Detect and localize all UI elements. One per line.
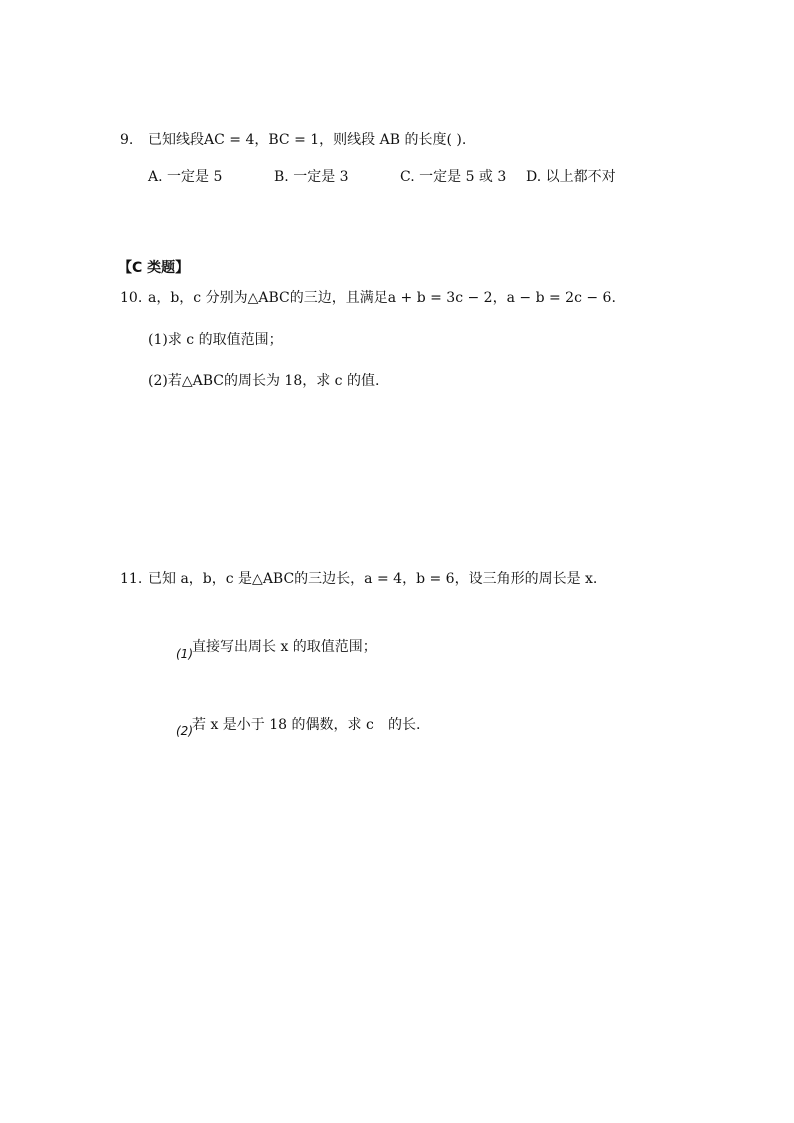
q9-option-a-label: A. (148, 169, 163, 185)
q9-option-c (400, 166, 506, 186)
q11-part2-label: (2) (176, 724, 193, 738)
section-c-heading: 【C 类题】 (118, 260, 190, 276)
q11-part1-text: 直接写出周长 x 的取值范围； (192, 639, 377, 655)
q9-option-d-label: D. (526, 169, 542, 185)
q11-stem: 已知 a，b，c 是△ABC的三边长，a = 4，b = 6，设三角形的周长是 x. (148, 571, 598, 587)
q9-stem: 已知线段AC = 4，BC = 1，则线段 AB 的长度( ). (148, 132, 467, 148)
q9-option-d (526, 166, 616, 186)
q11-part2-text-b: 的长. (388, 717, 421, 733)
q10-part2: (2)若△ABC的周长为 18，求 c 的值. (148, 373, 380, 389)
q9-option-a (148, 166, 222, 186)
q11-part2-text-a: 若 x 是小于 18 的偶数，求 c (192, 717, 374, 733)
q10-number: 10. (120, 290, 143, 306)
q11-part1-label: (1) (176, 647, 193, 661)
q9-option-c-text: 一定是 5 或 3 (419, 169, 507, 185)
q9-option-c-label: C. (400, 169, 415, 185)
q9-option-a-text: 一定是 5 (167, 169, 223, 185)
q10-part1: (1)求 c 的取值范围； (148, 332, 283, 348)
q9-option-b (274, 166, 349, 186)
q9-option-b-label: B. (274, 169, 289, 185)
q9-number: 9. (120, 132, 134, 148)
q11-number: 11. (120, 571, 143, 587)
q9-option-d-text: 以上都不对 (545, 169, 616, 185)
q9-option-b-text: 一定是 3 (293, 169, 349, 185)
q10-stem: a，b，c 分别为△ABC的三边，且满足a + b = 3c − 2，a − b = 2c − 6. (148, 290, 616, 306)
